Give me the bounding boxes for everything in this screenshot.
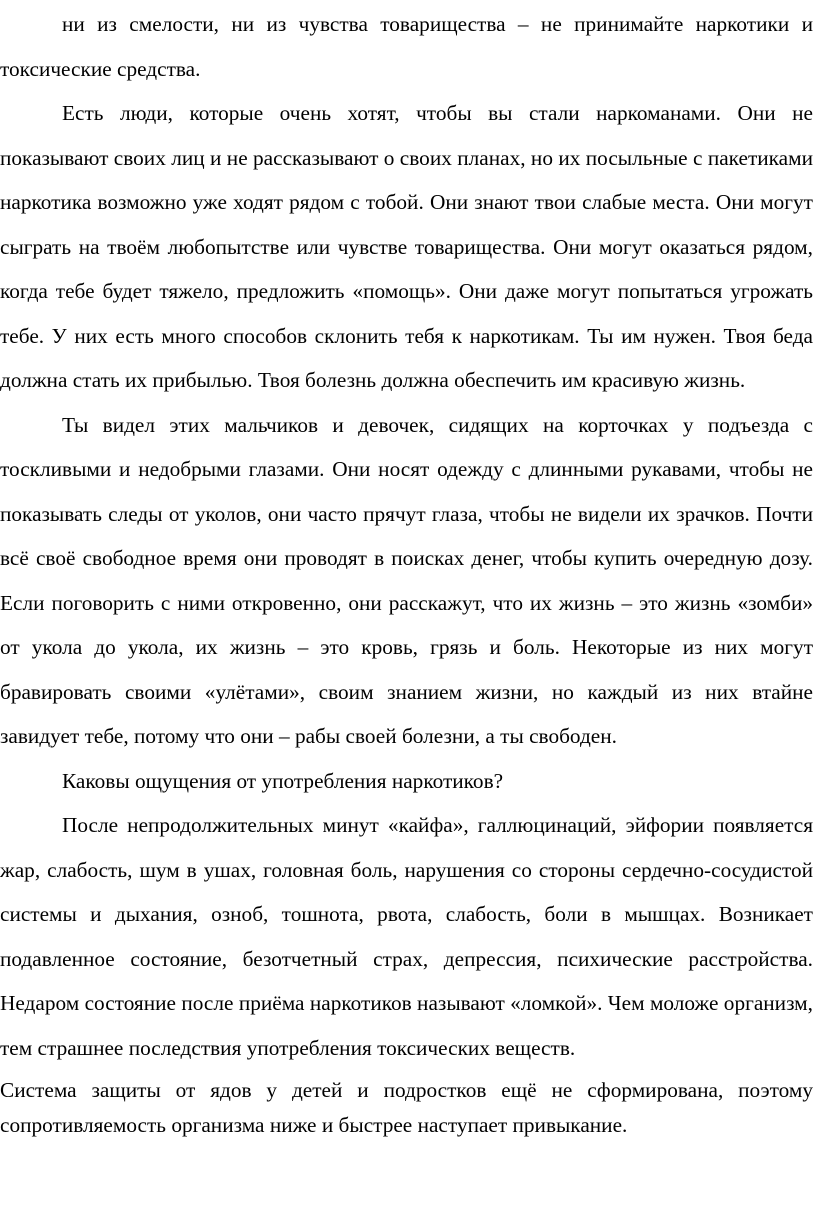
paragraph-3: Ты видел этих мальчиков и девочек, сидящих на корточках у подъезда с тоскливыми и недобрыми глазами. Они носят одежду с длинными рукавами, чтобы не показывать следы от уколов, они часто прячут глаза, чтобы не видели их зрачков. Почти всё своё свободное время они проводят в поисках денег, чтобы купить очередную дозу. Если поговорить с ними откровенно, они расскажут, что их жизнь – это жизнь «зомби» от укола до укола, их жизнь – это кровь, грязь и боль. Некоторые из них могут бравировать своими «улётами», своим знанием жизни, но каждый из них втайне завидует тебе, потому что они – рабы своей болезни, а ты свободен. bbox=[0, 412, 813, 748]
paragraph-2: Есть люди, которые очень хотят, чтобы вы стали наркоманами. Они не показывают своих лиц и не рассказывают о своих планах, но их посыльные с пакетиками наркотика возможно уже ходят рядом с тобой. Они знают твои слабые места. Они могут сыграть на твоём любопытстве или чувстве товарищества. Они могут оказаться рядом, когда тебе будет тяжело, предложить «помощь». Они даже могут попытаться угрожать тебе. У них есть много способов склонить тебя к наркотикам. Ты им нужен. Твоя беда должна стать их прибылью. Твоя болезнь должна обеспечить им красивую жизнь. bbox=[0, 101, 813, 392]
paragraph-6: Система защиты от ядов у детей и подростков ещё не сформирована, поэтому сопротивляемость организма ниже и быстрее наступает привыкание. bbox=[0, 1078, 813, 1137]
paragraph-5: После непродолжительных минут «кайфа», галлюцинаций, эйфории появляется жар, слабость, шум в ушах, головная боль, нарушения со стороны сердечно-сосудистой системы и дыхания, озноб, тошнота, рвота, слабость, боли в мышцах. Возникает подавленное состояние, безотчетный страх, депрессия, психические расстройства. Недаром состояние после приёма наркотиков называют «ломкой». Чем моложе организм, тем страшнее последствия употребления токсических веществ. bbox=[0, 813, 813, 1060]
paragraph-question: Каковы ощущения от употребления наркотиков? bbox=[62, 768, 504, 793]
paragraph-1: ни из смелости, ни из чувства товарищества – не принимайте наркотики и токсические средства. bbox=[0, 12, 813, 81]
document-page bbox=[0, 2, 813, 1143]
